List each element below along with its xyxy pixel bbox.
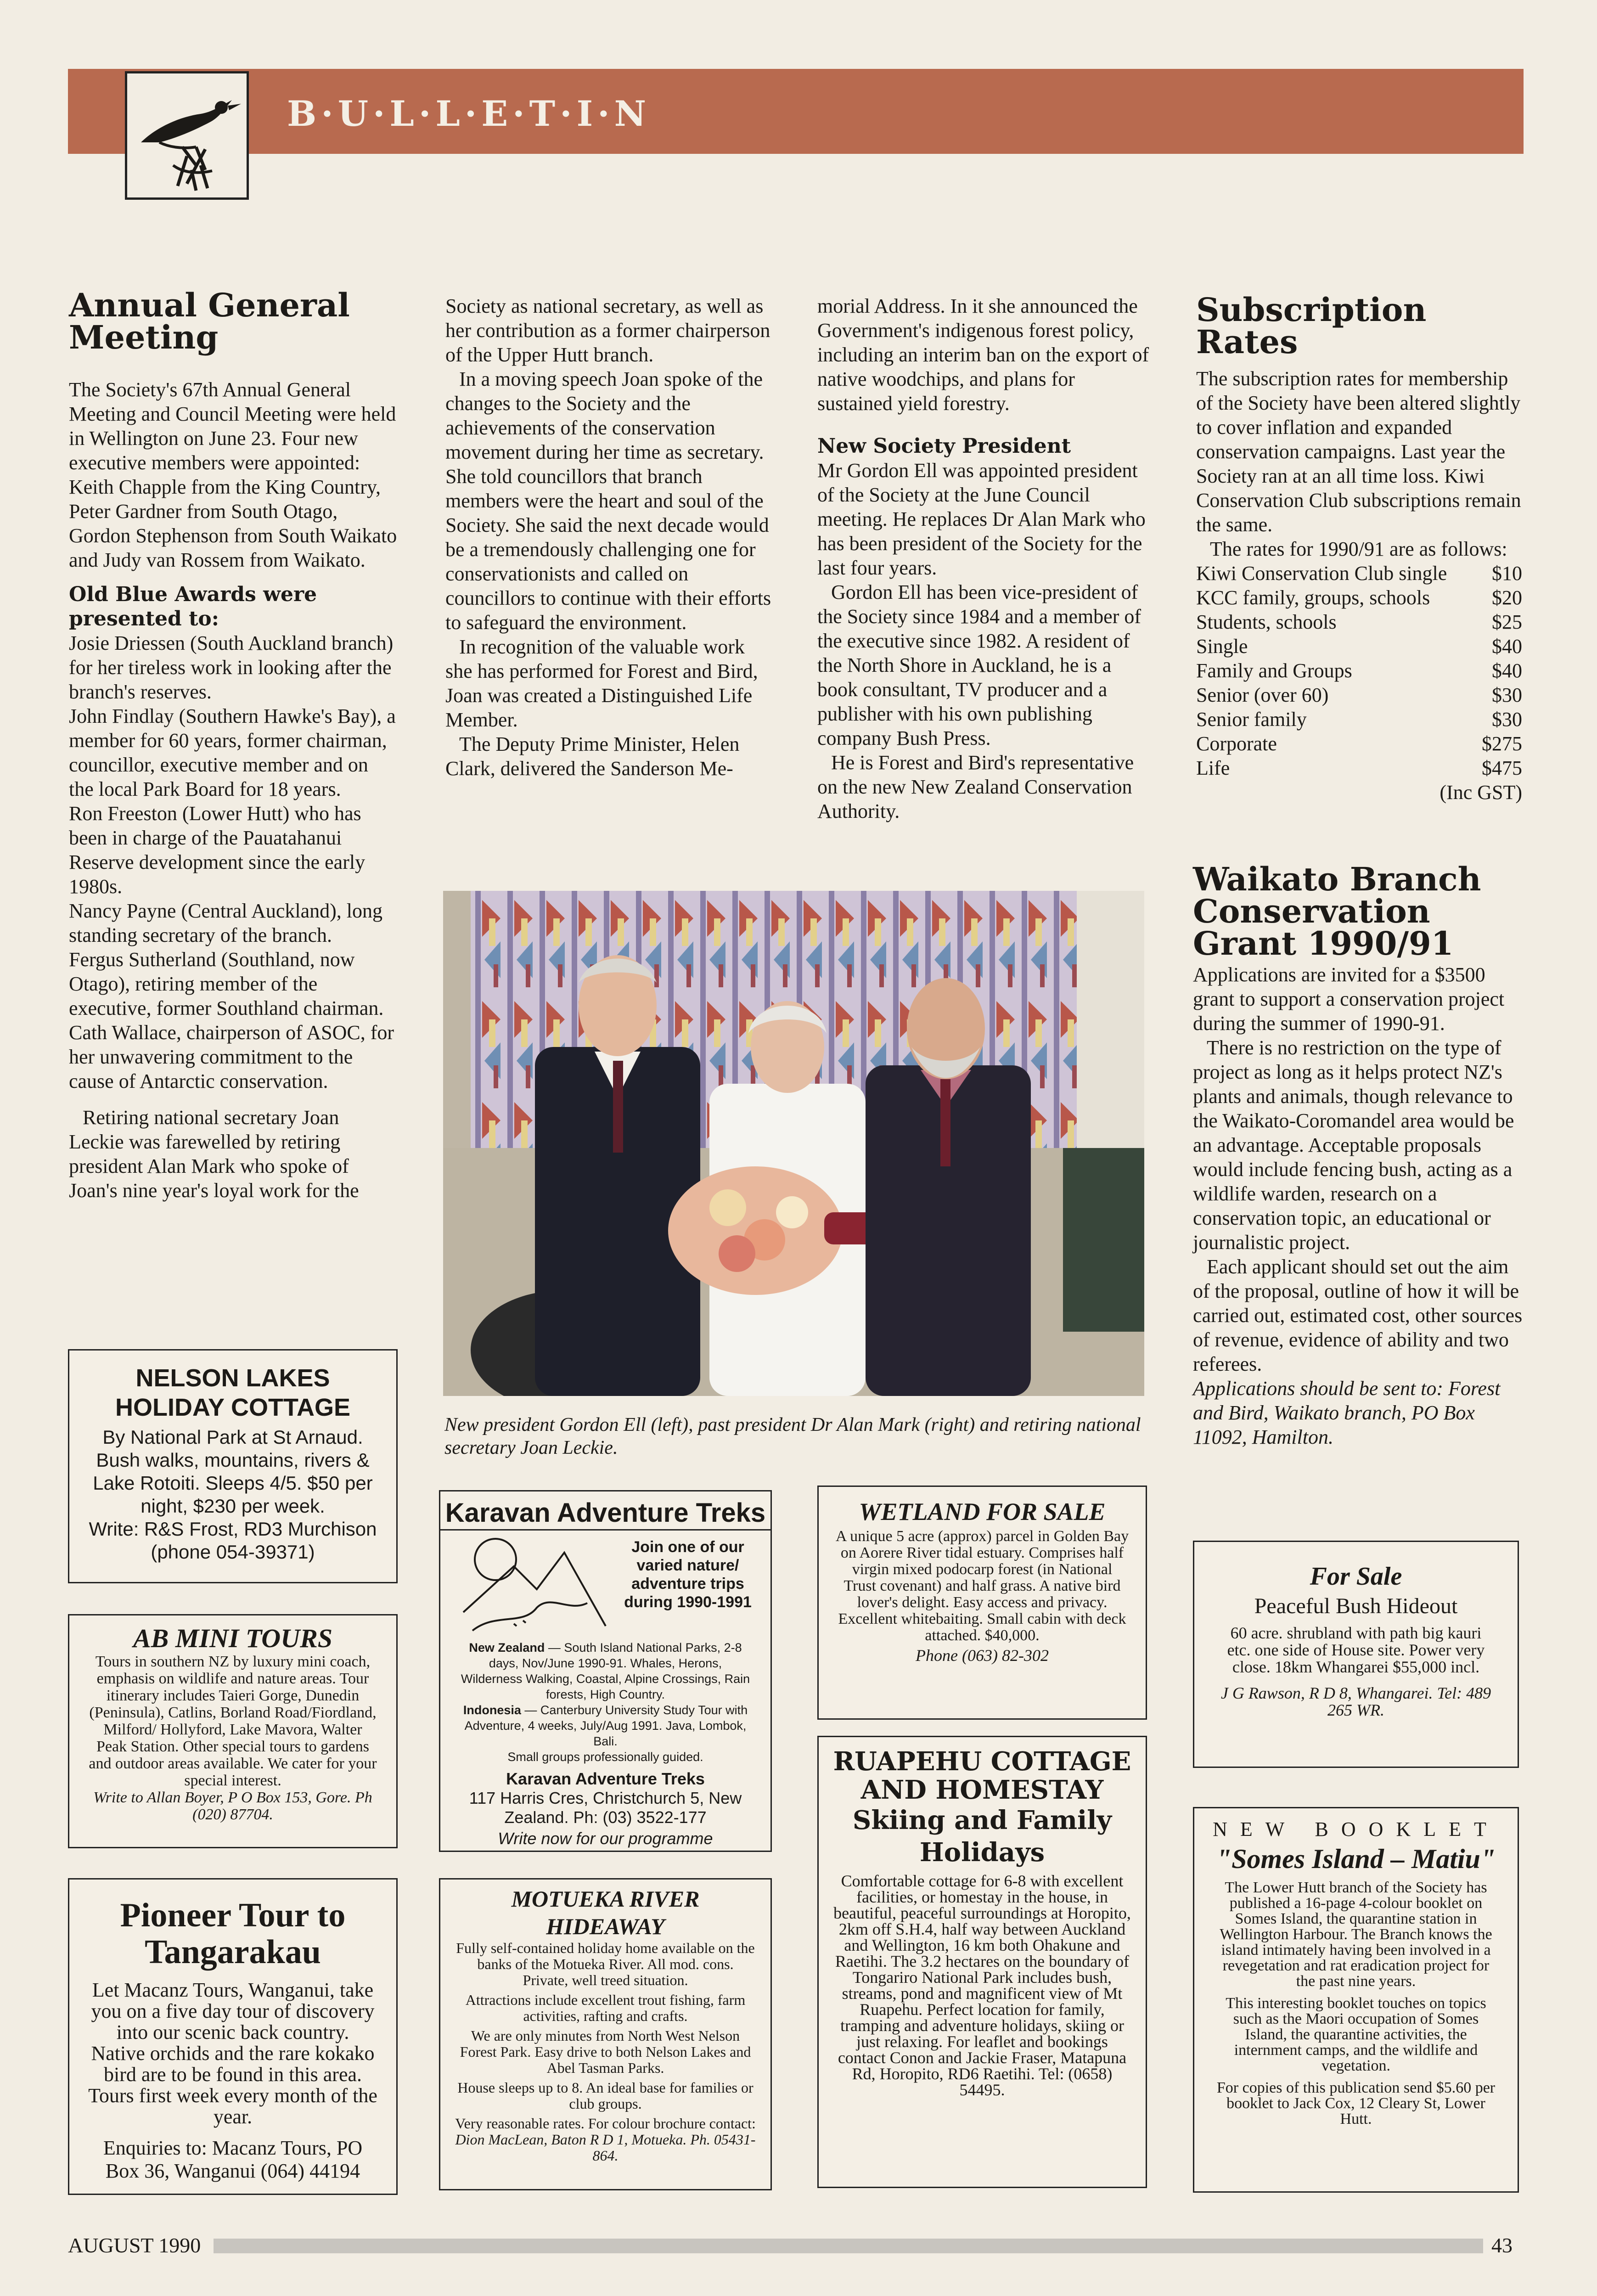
rates-table [1196,561,1522,805]
ad-nelson-lakes [68,1349,398,1583]
rate-label: Senior (over 60) [1196,684,1329,706]
photo [443,891,1144,1396]
agm-column-1 [69,286,397,1203]
paragraph: In recognition of the valuable work she has performed for Forest and Bird, Joan was created a Distinguished Life Member. [445,636,758,731]
rate-label: Single [1196,635,1248,658]
rate-label: Family and Groups [1196,659,1352,682]
rate-price: $25 [1492,611,1522,633]
paragraph: Gordon Ell has been vice-president of the Society since 1984 and a member of the executive since 1982. A resident of the North Shore in Auckland, he is a book consultant, TV producer and a publisher with his own publishing company Bush Press. [817,581,1142,749]
rate-row [1196,707,1522,732]
paragraph: The rates for 1990/91 are as follows: [1210,538,1507,560]
new-president-heading: New Society President [817,434,1071,458]
agm-farewell: Retiring national secretary Joan Leckie was farewelled by retiring president Alan Mark who spoke of Joan's nine year's loyal work for the [69,1106,359,1202]
paragraph: In a moving speech Joan spoke of the changes to the Society and the achievements of the conservation movement during her time as secretary. She told councillors that branch members were the heart and soul of the Society. She said the next decade would be a tremendously challenging one for conservationists and called on councillors to continue with their efforts to safeguard the environment. [445,368,771,634]
ad-contact: Dion MacLean, Baton R D 1, Motueka. Ph. 05431-864. [455,2131,756,2164]
rate-label: Corporate [1196,732,1277,755]
ad-title: MOTUEKA RIVER HIDEAWAY [511,1886,700,1939]
gst-note: (Inc GST) [1440,781,1522,804]
header-bar [68,69,1524,154]
agm-intro: The Society's 67th Annual General Meeting and Council Meeting were held in Wellington on June 23. Four new executive members were appointed: Keith Chapple from the King Country, Peter Gardner from South Otago, Gordon Stephenson from South Waikato and Judy van Rossem from Waikato. [69,378,397,571]
bird-on-branch-icon [127,73,247,197]
paragraph: Applications should be sent to: Forest and Bird, Waikato branch, PO Box 11092, Hamilton. [1193,1377,1501,1448]
subscription-section [1196,291,1522,805]
rate-row [1196,683,1522,707]
ad-title: RUAPEHU COTTAGE AND HOMESTAY [833,1746,1131,1805]
ad-contact: Write to Allan Boyer, P O Box 153, Gore. Ph (020) 87704. [93,1789,372,1823]
subscription-title: Subscription Rates [1196,291,1427,361]
ad-subtitle: Skiing and Family Holidays [852,1805,1112,1868]
agm-title: Annual General Meeting [69,286,350,356]
ad-body: Attractions include excellent trout fishing, farm activities, rafting and crafts. [465,1992,746,2024]
ad-body: A unique 5 acre (approx) parcel in Golden Bay on Aorere River tidal estuary. Comprises half virgin mixed podocarp forest (in National Trust covenant) and half grass. A native bird lover's delight. Easy access and privacy. Excellent whitebaiting. Small cabin with deck attached. $40,000. [835,1528,1129,1644]
paragraph: He is Forest and Bird's representative on the new New Zealand Conservation Authority. [817,751,1134,822]
ad-body: House sleeps up to 8. An ideal base for families or club groups. [457,2079,754,2112]
mountain-icon [459,1534,610,1640]
logo-box [125,71,249,200]
karavan-address: 117 Harris Cres, Christchurch 5, New Zealand. Ph: (03) 3522-177 [469,1789,742,1827]
waikato-title: Waikato Branch Conservation Grant 1990/91 [1193,860,1481,962]
ad-body: Fully self-contained holiday home available on the banks of the Motueka River. All mod. cons. Private, well treed situation. [456,1940,755,1988]
ad-pioneer-tour [68,1878,398,2195]
rate-row [1196,561,1522,585]
label: New Zealand [469,1641,545,1654]
paragraph: The subscription rates for membership of the Society have been altered slightly to cover inflation and expanded conservation campaigns. Last year the Society ran at an all time loss. Kiwi Conservation Club subscriptions remain the same. [1196,367,1521,536]
ad-subtitle: Peaceful Bush Hideout [1254,1594,1458,1618]
paragraph: Mr Gordon Ell was appointed president of the Society at the June Council meeting. He replaces Dr Alan Mark who has been president of the Society for the last four years. [817,459,1146,579]
paragraph: There is no restriction on the type of project as long as it helps protect NZ's plants and animals, though relevance to the Waikato-Coromandel area would be an advantage. Acceptable proposals would include fencing bush, acting as a wildlife warden, research on a conservation topic, an educational or journalistic project. [1193,1036,1514,1254]
ad-body: 60 acre. shrubland with path big kauri etc. one side of House site. Power very close. 18km Whangarei $55,000 incl. [1227,1624,1485,1676]
ad-contact: J G Rawson, R D 8, Whangarei. Tel: 489 265 WR. [1220,1684,1491,1719]
photo-caption: New president Gordon Ell (left), past president Dr Alan Mark (right) and retiring national secretary Joan Leckie. [444,1414,1141,1458]
rate-price: $20 [1492,586,1522,609]
ad-body: By National Park at St Arnaud. Bush walks, mountains, rivers & Lake Rotoiti. Sleeps 4/5. $50 per night, $230 per week. [93,1426,373,1517]
ad-body: We are only minutes from North West Nelson Forest Park. Easy drive to both Nelson Lakes and Abel Tasman Parks. [460,2027,751,2076]
award-item: Ron Freeston (Lower Hutt) who has been in charge of the Pauatahanui Reserve development since the early 1980s. [69,802,366,898]
agm-column-3 [817,294,1153,823]
awards-heading: Old Blue Awards were presented to: [69,583,317,630]
ad-title: AB MINI TOURS [133,1623,333,1653]
footer-page-number: 43 [1491,2234,1513,2257]
award-item: John Findlay (Southern Hawke's Bay), a member for 60 years, former chairman, councillor, executive member and on the local Park Board for 18 years. [69,705,396,800]
ad-title: WETLAND FOR SALE [859,1498,1106,1525]
ad-body: This interesting booklet touches on topics such as the Maori occupation of Somes Island, the quarantine activities, the internment camps, and the wildlife and vegetation. [1226,1995,1486,2074]
rate-price: $275 [1482,732,1522,755]
rate-row [1196,610,1522,634]
karavan-intro: Join one of our varied nature/ adventure trips during 1990-1991 [624,1538,752,1611]
ad-title: NELSON LAKES HOLIDAY COTTAGE [115,1364,351,1421]
agm-column-2 [445,294,776,781]
ad-title: Pioneer Tour to Tangarakau [120,1896,346,1971]
footer-issue: AUGUST 1990 [68,2234,201,2257]
rate-row [1196,756,1522,780]
rate-price: $40 [1492,635,1522,658]
ad-contact: Write: R&S Frost, RD3 Murchison (phone 054-39371) [89,1518,377,1563]
ad-wetland [817,1486,1147,1720]
ad-ab-mini-tours [68,1614,398,1848]
ad-body: Very reasonable rates. For colour brochure contact: [455,2115,756,2132]
ad-kicker: NEW BOOKLET [1213,1818,1499,1840]
ad-body: Tours in southern NZ by luxury mini coach, emphasis on wildlife and nature areas. Tour itinerary includes Taieri Gorge, Dunedin (Peninsula), Catlins, Borland Road/Fiordland, Milford/ Hollyford, Lake Mavora, Walter Peak Station. Other special tours to gardens and outdoor areas available. We cater for your special interest. [89,1653,377,1789]
rate-label: Students, schools [1196,611,1337,633]
paragraph: Society as national secretary, as well as her contribution as a former chairperson of the Upper Hutt branch. [445,295,770,366]
rate-row [1196,634,1522,658]
ad-body: For copies of this publication send $5.60 per booklet to Jack Cox, 12 Cleary St, Lower Hutt. [1216,2079,1496,2127]
ad-contact: Phone (063) 82-302 [916,1646,1049,1665]
ad-for-sale [1193,1541,1519,1768]
rate-label: Life [1196,757,1230,779]
rate-price: $10 [1492,562,1522,585]
award-item: Cath Wallace, chairperson of ASOC, for her unwavering commitment to the cause of Antarctic conservation. [69,1021,394,1092]
ad-contact: Enquiries to: Macanz Tours, PO Box 36, Wanganui (064) 44194 [103,2137,363,2182]
rate-label: KCC family, groups, schools [1196,586,1430,609]
paragraph: morial Address. In it she announced the Government's indigenous forest policy, including an interim ban on the export of native woodchips, and plans for sustained yield forestry. [817,295,1149,415]
rate-label: Senior family [1196,708,1307,731]
karavan-name: Karavan Adventure Treks [506,1769,705,1788]
rate-price: $40 [1492,659,1522,682]
rate-row [1196,585,1522,610]
rate-row [1196,732,1522,756]
ad-ruapehu [817,1736,1147,2188]
karavan-small: Small groups professionally guided. [507,1750,703,1764]
footer-rule [214,2239,1483,2253]
award-item: Josie Driessen (South Auckland branch) for her tireless work in looking after the branch's reserves. [69,632,394,703]
karavan-indo [459,1702,752,1749]
ad-title: For Sale [1310,1562,1402,1591]
bulletin-title: B·U·L·L·E·T·I·N [287,93,651,134]
ad-karavan [439,1490,772,1852]
ad-body: The Lower Hutt branch of the Society has published a 16-page 4-colour booklet on Somes Island, the quarantine station in Wellington Harbour. The Branch knows the island intimately having been involved in a revegetation and rat eradication project for the past nine years. [1220,1879,1492,1990]
ad-title: Karavan Adventure Treks [440,1497,770,1531]
text: — South Island National Parks, 2-8 days, Nov/June 1990-91. Whales, Herons, Wilderness Walking, Coastal, Alpine Crossings, Rain forests, High Country. [461,1641,750,1701]
ad-title: "Somes Island – Matiu" [1216,1844,1496,1874]
ad-body: Let Macanz Tours, Wanganui, take you on a five day tour of discovery into our scenic back country. Native orchids and the rare kokako bird are to be found in this area. Tours first week every month of the year. [88,1979,377,2128]
label: Indonesia [463,1703,521,1717]
rate-price: $475 [1482,757,1522,779]
rate-price: $30 [1492,684,1522,706]
award-item: Fergus Sutherland (Southland, now Otago), retiring member of the executive, former Southland chairman. [69,948,384,1019]
rate-row [1196,658,1522,683]
ad-body: Comfortable cottage for 6-8 with excellent facilities, or homestay in the house, in beautiful, peaceful surroundings at Horopito, 2km off S.H.4, half way between Auckland and Wellington, 16 km both Ohakune and Raetihi. The 3.2 hectares on the boundary of Tongariro National Park includes bush, streams, pond and magnificent view of Mt Ruapehu. Perfect location for family, tramping and adventure holidays, skiing or just relaxing. For leaflet and bookings contact Conon and Jackie Fraser, Matapuna Rd, Horopito, RD6 Raetihi. Tel: (0658) 54495. [833,1872,1131,2099]
ad-booklet [1193,1807,1519,2193]
text: — Canterbury University Study Tour with Adventure, 4 weeks, July/Aug 1991. Java, Lombok, Bali. [464,1703,748,1748]
award-item: Nancy Payne (Central Auckland), long standing secretary of the branch. [69,900,383,946]
waikato-section [1193,860,1524,1449]
karavan-cta: Write now for our programme [498,1829,713,1848]
karavan-nz [459,1640,752,1702]
paragraph: Each applicant should set out the aim of the proposal, outline of how it will be carried out, estimated cost, other sources of revenue, evidence of ability and two referees. [1193,1255,1523,1375]
rate-label: Kiwi Conservation Club single [1196,562,1447,585]
ad-motueka [439,1878,772,2190]
paragraph: Applications are invited for a $3500 grant to support a conservation project during the summer of 1990-91. [1193,963,1505,1035]
rate-price: $30 [1492,708,1522,731]
paragraph: The Deputy Prime Minister, Helen Clark, delivered the Sanderson Me- [445,733,740,780]
